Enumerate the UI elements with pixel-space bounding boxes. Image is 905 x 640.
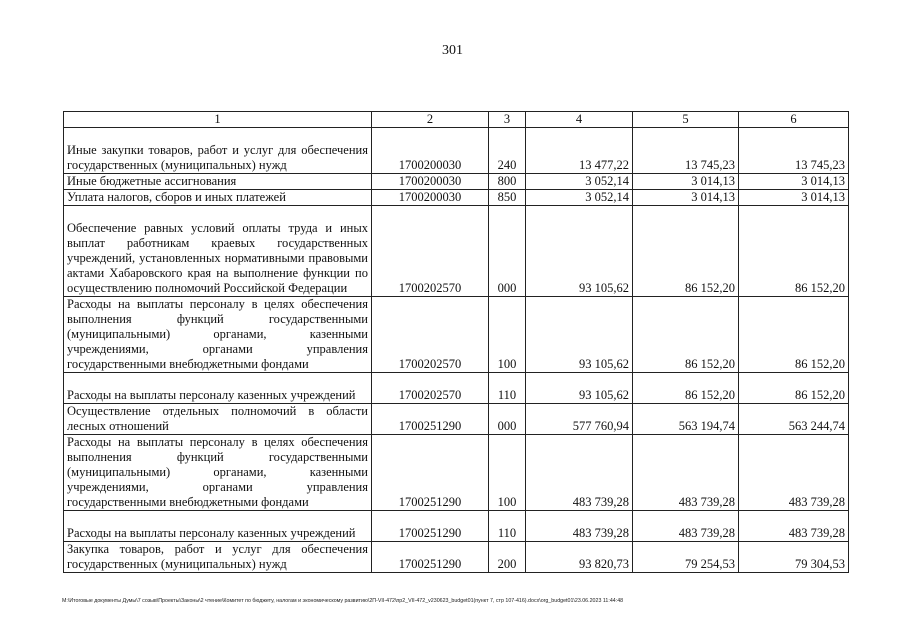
column-header: 1 bbox=[64, 112, 372, 128]
column-header: 6 bbox=[739, 112, 849, 128]
amount-col5: 483 739,28 bbox=[633, 511, 739, 542]
amount-col5: 3 014,13 bbox=[633, 190, 739, 206]
amount-col5: 79 254,53 bbox=[633, 542, 739, 573]
amount-col5: 86 152,20 bbox=[633, 206, 739, 297]
amount-col5: 86 152,20 bbox=[633, 373, 739, 404]
row-name: Осуществление отдельных полномочий в области лесных отношений bbox=[64, 404, 372, 435]
table-row bbox=[64, 511, 849, 542]
amount-col4: 483 739,28 bbox=[526, 511, 633, 542]
expense-type-code: 000 bbox=[489, 206, 526, 297]
amount-col5: 483 739,28 bbox=[633, 435, 739, 511]
column-header: 3 bbox=[489, 112, 526, 128]
expense-type-code: 100 bbox=[489, 435, 526, 511]
row-name: Уплата налогов, сборов и иных платежей bbox=[64, 190, 372, 206]
amount-col4: 13 477,22 bbox=[526, 128, 633, 174]
table-row bbox=[64, 373, 849, 404]
expense-type-code: 100 bbox=[489, 297, 526, 373]
row-name: Расходы на выплаты персоналу казенных учреждений bbox=[64, 511, 372, 542]
target-article-code: 1700200030 bbox=[372, 190, 489, 206]
amount-col4: 3 052,14 bbox=[526, 174, 633, 190]
target-article-code: 1700200030 bbox=[372, 174, 489, 190]
expense-type-code: 800 bbox=[489, 174, 526, 190]
amount-col6: 86 152,20 bbox=[739, 373, 849, 404]
column-header: 4 bbox=[526, 112, 633, 128]
target-article-code: 1700200030 bbox=[372, 128, 489, 174]
target-article-code: 1700251290 bbox=[372, 404, 489, 435]
row-name: Иные бюджетные ассигнования bbox=[64, 174, 372, 190]
row-name: Закупка товаров, работ и услуг для обеспечения государственных (муниципальных) нужд bbox=[64, 542, 372, 573]
amount-col4: 3 052,14 bbox=[526, 190, 633, 206]
row-name: Расходы на выплаты персоналу в целях обеспечения выполнения функций государственными (муниципальными) органами, казенными учреждениями, органами управления государственными внебюджетными фондами bbox=[64, 435, 372, 511]
page-number: 301 bbox=[442, 43, 463, 58]
table-row bbox=[64, 297, 849, 373]
amount-col4: 93 105,62 bbox=[526, 373, 633, 404]
target-article-code: 1700251290 bbox=[372, 511, 489, 542]
amount-col5: 86 152,20 bbox=[633, 297, 739, 373]
expense-type-code: 240 bbox=[489, 128, 526, 174]
amount-col6: 3 014,13 bbox=[739, 190, 849, 206]
table-row bbox=[64, 128, 849, 174]
expense-type-code: 110 bbox=[489, 373, 526, 404]
column-header: 5 bbox=[633, 112, 739, 128]
table-row bbox=[64, 435, 849, 511]
amount-col6: 86 152,20 bbox=[739, 297, 849, 373]
table-header-row bbox=[64, 112, 849, 128]
amount-col6: 563 244,74 bbox=[739, 404, 849, 435]
expense-type-code: 850 bbox=[489, 190, 526, 206]
amount-col6: 483 739,28 bbox=[739, 435, 849, 511]
target-article-code: 1700202570 bbox=[372, 297, 489, 373]
row-name: Обеспечение равных условий оплаты труда и иных выплат работникам краевых государственных учреждений, установленных нормативными правовыми актами Хабаровского края на выполнение функции по осуществлению полномочий Российской Федерации bbox=[64, 206, 372, 297]
row-name: Расходы на выплаты персоналу в целях обеспечения выполнения функций государственными (муниципальными) органами, казенными учреждениями, органами управления государственными внебюджетными фондами bbox=[64, 297, 372, 373]
amount-col6: 13 745,23 bbox=[739, 128, 849, 174]
amount-col6: 483 739,28 bbox=[739, 511, 849, 542]
table-row bbox=[64, 206, 849, 297]
amount-col4: 577 760,94 bbox=[526, 404, 633, 435]
document-path-footer: M:\Итоговые документы Думы\7 созыв\Проекты\Законы\2 чтение\Комитет по бюджету, налогам и экономическому развитию\2П-VII-472\пр2_VII-472_v230623_budget01(пункт 7, стр 107-416).docx\org_budget01\23.06.2023 11:44:48 bbox=[62, 598, 624, 604]
amount-col5: 13 745,23 bbox=[633, 128, 739, 174]
expense-type-code: 200 bbox=[489, 542, 526, 573]
target-article-code: 1700251290 bbox=[372, 435, 489, 511]
expense-type-code: 000 bbox=[489, 404, 526, 435]
amount-col4: 93 820,73 bbox=[526, 542, 633, 573]
table-row bbox=[64, 190, 849, 206]
amount-col5: 563 194,74 bbox=[633, 404, 739, 435]
amount-col6: 86 152,20 bbox=[739, 206, 849, 297]
row-name: Иные закупки товаров, работ и услуг для обеспечения государственных (муниципальных) нужд bbox=[64, 128, 372, 174]
row-name: Расходы на выплаты персоналу казенных учреждений bbox=[64, 373, 372, 404]
amount-col5: 3 014,13 bbox=[633, 174, 739, 190]
target-article-code: 1700202570 bbox=[372, 206, 489, 297]
amount-col4: 483 739,28 bbox=[526, 435, 633, 511]
amount-col6: 79 304,53 bbox=[739, 542, 849, 573]
budget-table bbox=[63, 111, 849, 573]
table-row bbox=[64, 404, 849, 435]
table-row bbox=[64, 542, 849, 573]
amount-col6: 3 014,13 bbox=[739, 174, 849, 190]
target-article-code: 1700251290 bbox=[372, 542, 489, 573]
table-row bbox=[64, 174, 849, 190]
expense-type-code: 110 bbox=[489, 511, 526, 542]
amount-col4: 93 105,62 bbox=[526, 206, 633, 297]
column-header: 2 bbox=[372, 112, 489, 128]
amount-col4: 93 105,62 bbox=[526, 297, 633, 373]
target-article-code: 1700202570 bbox=[372, 373, 489, 404]
